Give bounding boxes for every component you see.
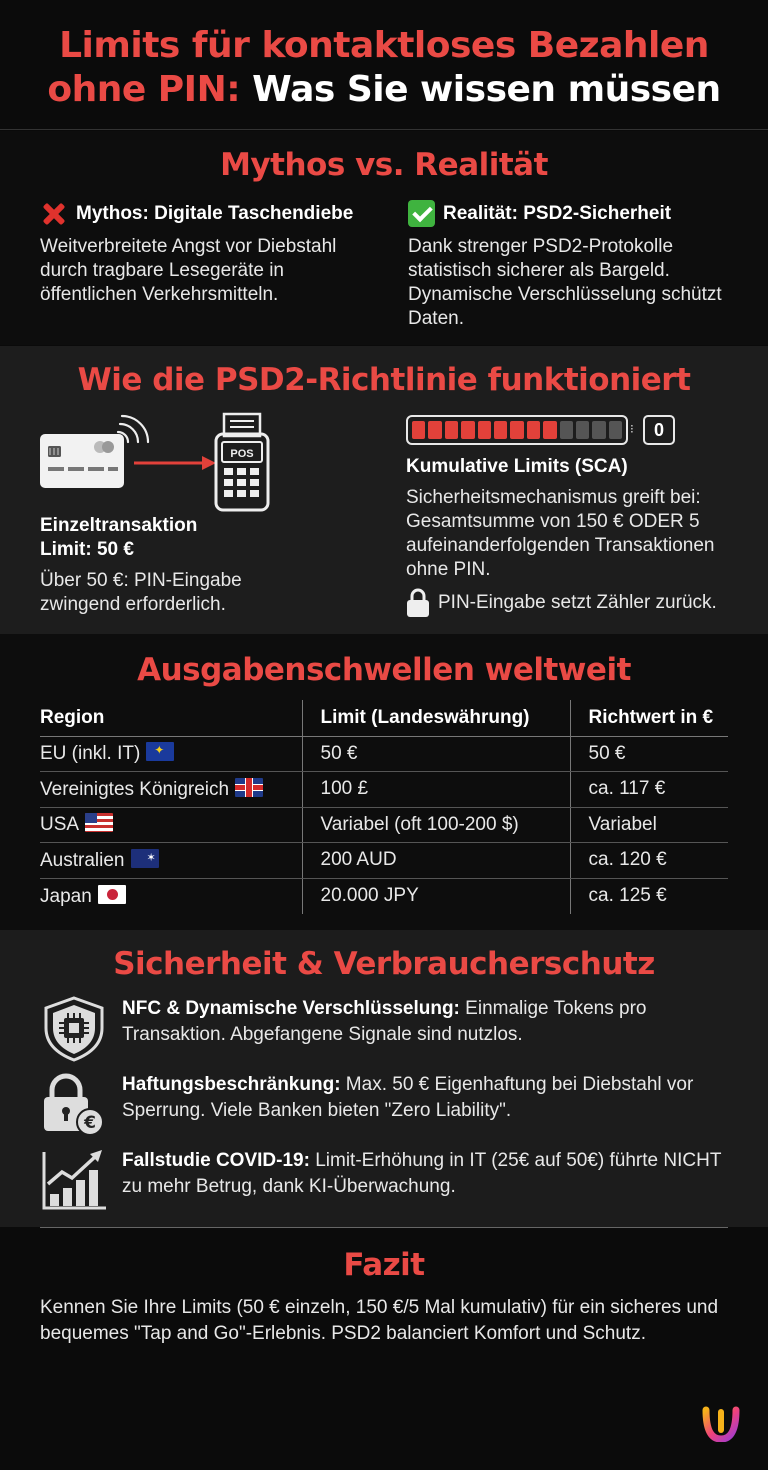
meter-segment [494, 421, 507, 439]
security-title-nfc: NFC & Dynamische Verschlüsselung: [122, 998, 460, 1019]
cell-region [40, 772, 302, 808]
security-title-liability: Haftungsbeschränkung: [122, 1074, 341, 1095]
thresholds-section [0, 634, 768, 930]
meter-segment [510, 421, 523, 439]
security-text-liability [122, 1072, 742, 1124]
region-label: Vereinigtes Königreich [40, 778, 230, 800]
flag-uk-icon [235, 778, 263, 797]
cell-limit: 50 € [302, 736, 570, 772]
single-transaction-title: Einzeltransaktion [40, 515, 198, 536]
table-row [40, 878, 728, 914]
shield-chip-icon [40, 996, 108, 1062]
cell-region [40, 843, 302, 879]
cell-region [40, 807, 302, 843]
flag-au-icon [131, 849, 159, 868]
red-x-icon [40, 200, 68, 228]
cell-region [40, 878, 302, 914]
security-text-covid [122, 1148, 742, 1200]
myth-title: Mythos: Digitale Taschendiebe [76, 203, 354, 224]
thresholds-table [40, 700, 728, 914]
security-item-covid [40, 1148, 740, 1210]
myth-title-row [40, 200, 353, 228]
cumulative-text: Sicherheitsmechanismus greift bei: Gesamtsumme von 150 € ODER 5 aufeinanderfolgenden Transaktionen ohne PIN. [406, 487, 715, 580]
table-row [40, 843, 728, 879]
table-row [40, 772, 728, 808]
meter-segment [576, 421, 589, 439]
cell-eur: ca. 120 € [570, 843, 728, 879]
divider [40, 1227, 728, 1228]
single-transaction-limit: Limit: 50 € [40, 539, 134, 560]
credit-card-icon [40, 434, 124, 488]
conclusion-heading: Fazit [343, 1247, 425, 1283]
pos-terminal-icon [216, 414, 268, 510]
col-header-limit: Limit (Landeswährung) [302, 700, 570, 736]
reset-text: PIN-Eingabe setzt Zähler zurück. [438, 592, 717, 613]
flag-us-icon [85, 813, 113, 832]
col-header-region: Region [40, 700, 302, 736]
psd2-heading: Wie die PSD2-Richtlinie funktioniert [77, 362, 691, 398]
security-text-nfc [122, 996, 742, 1048]
region-label: EU (inkl. IT) [40, 743, 141, 765]
cumulative-title: Kumulative Limits (SCA) [406, 456, 628, 477]
meter-segment [461, 421, 474, 439]
cell-limit: 20.000 JPY [302, 878, 570, 914]
security-desc-liability: Max. 50 € Eigenhaftung bei Diebstahl vor Sperrung. Viele Banken bieten "Zero Liability". [122, 1074, 694, 1121]
title-line2-white: Was Sie wissen müssen [240, 69, 721, 110]
cell-limit: 100 £ [302, 772, 570, 808]
cumulative-meter [406, 415, 628, 445]
meter-segment [478, 421, 491, 439]
security-title-covid: Fallstudie COVID-19: [122, 1150, 310, 1171]
cell-eur: 50 € [570, 736, 728, 772]
myth-text: Weitverbreitete Angst vor Diebstahl durch tragbare Lesegeräte in öffentlichen Verkehrsmitteln. [40, 236, 337, 305]
table-row [40, 807, 728, 843]
lock-euro-icon [40, 1072, 108, 1138]
security-section [0, 930, 768, 1227]
col-header-eur: Richtwert in € [570, 700, 728, 736]
region-label: Australien [40, 849, 125, 871]
cell-eur: ca. 117 € [570, 772, 728, 808]
region-label: Japan [40, 885, 92, 907]
security-desc-covid: Limit-Erhöhung in IT (25€ auf 50€) führte NICHT zu mehr Betrug, dank KI-Überwachung. [122, 1150, 722, 1197]
flag-eu-icon [146, 742, 174, 761]
title-line1: Limits für kontaktloses Bezahlen [59, 25, 709, 66]
header [0, 0, 768, 130]
meter-segment [609, 421, 622, 439]
green-check-icon [408, 200, 435, 227]
reality-title: Realität: PSD2-Sicherheit [443, 202, 672, 224]
thresholds-heading: Ausgabenschwellen weltweit [137, 652, 631, 688]
single-transaction-text: Über 50 €: PIN-Eingabe zwingend erforderlich. [40, 570, 242, 615]
chart-growth-icon [40, 1148, 108, 1214]
conclusion-section [0, 1227, 768, 1470]
reality-text: Dank strenger PSD2-Protokolle statistisch sicherer als Bargeld. Dynamische Verschlüsselung schützt Daten. [408, 236, 722, 329]
meter-segment [592, 421, 605, 439]
region-label: USA [40, 814, 80, 836]
cell-region [40, 736, 302, 772]
lock-icon [406, 588, 430, 618]
pos-label: POS [230, 448, 254, 460]
meter-segment [412, 421, 425, 439]
meter-segment [445, 421, 458, 439]
security-item-nfc [40, 996, 740, 1058]
myth-section [0, 131, 768, 345]
reset-row [406, 588, 717, 618]
meter-segment [560, 421, 573, 439]
card-to-pos-illustration [38, 412, 288, 512]
counter-separator: ⁝ [630, 422, 634, 436]
counter-badge: 0 [643, 415, 675, 445]
meter-segment [543, 421, 556, 439]
table-header-row [40, 700, 728, 736]
cell-eur: ca. 125 € [570, 878, 728, 914]
psd2-section [0, 346, 768, 634]
page-title [0, 24, 768, 112]
meter-segment [428, 421, 441, 439]
meter-segment [527, 421, 540, 439]
brand-logo-icon [702, 1406, 740, 1442]
cell-limit: 200 AUD [302, 843, 570, 879]
security-item-liability [40, 1072, 740, 1134]
svg-text:€: € [84, 1113, 96, 1133]
reality-title-row [408, 200, 671, 227]
table-row [40, 736, 728, 772]
security-desc-nfc: Einmalige Tokens pro Transaktion. Abgefangene Signale sind nutzlos. [122, 998, 647, 1045]
flag-jp-icon [98, 885, 126, 904]
arrow-icon [134, 456, 216, 470]
title-line2-red: ohne PIN: [47, 69, 241, 110]
myth-heading: Mythos vs. Realität [220, 147, 548, 183]
security-heading: Sicherheit & Verbraucherschutz [113, 946, 655, 982]
cell-limit: Variabel (oft 100-200 $) [302, 807, 570, 843]
cell-eur: Variabel [570, 807, 728, 843]
conclusion-text: Kennen Sie Ihre Limits (50 € einzeln, 150 €/5 Mal kumulativ) für ein sicheres und bequemes "Tap and Go"-Erlebnis. PSD2 balanciert Komfort und Schutz. [40, 1297, 719, 1344]
